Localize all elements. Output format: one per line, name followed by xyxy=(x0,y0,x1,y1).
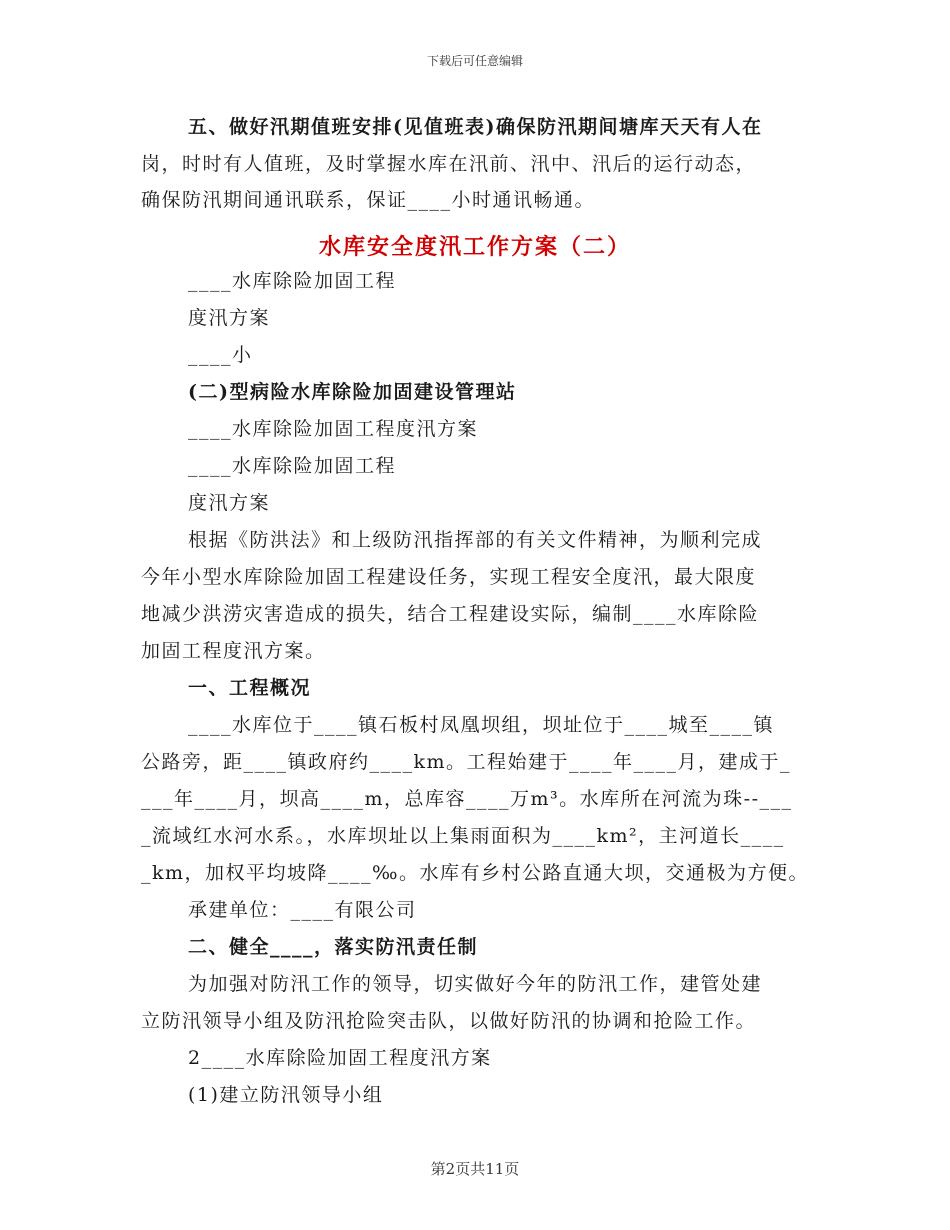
paragraph-line: 岗，时时有人值班，及时掌握水库在汛前、汛中、汛后的运行动态， xyxy=(141,153,757,175)
paragraph-line: _km，加权平均坡降____‰。水库有乡村公路直通大坝，交通极为方便。 xyxy=(141,862,810,884)
page-header: 下载后可任意编辑 xyxy=(426,54,523,68)
section-title: 水库安全度汛工作方案（二） xyxy=(318,234,631,260)
paragraph-line: 度汛方案 xyxy=(188,307,271,329)
paragraph-line: 度汛方案 xyxy=(188,492,271,514)
paragraph-line: 承建单位：____有限公司 xyxy=(188,899,417,921)
paragraph-line: ____水库位于____镇石板村凤凰坝组，坝址位于____城至____镇 xyxy=(188,714,775,736)
page-footer: 第2页共11页 xyxy=(430,1160,520,1178)
paragraph-line: ___年____月，坝高____m，总库容____万m³。水库所在河流为珠--___ xyxy=(141,788,793,810)
paragraph-line: _流域红水河水系。，水库坝址以上集雨面积为____km²，主河道长____ xyxy=(141,825,785,847)
paragraph-line: 确保防汛期间通讯联系，保证____小时通讯畅通。 xyxy=(141,189,596,211)
paragraph-line: ____小 xyxy=(188,344,253,366)
paragraph-line: 立防汛领导小组及防汛抢险突击队，以做好防汛的协调和抢险工作。 xyxy=(141,1010,757,1032)
paragraph-line: ____水库除险加固工程度汛方案 xyxy=(188,418,479,440)
paragraph-line: 地减少洪涝灾害造成的损失，结合工程建设实际，编制____水库除险 xyxy=(141,603,760,625)
paragraph-line: 加固工程度汛方案。 xyxy=(141,640,326,662)
paragraph-line: ____水库除险加固工程 xyxy=(188,270,397,292)
paragraph-line: 为加强对防汛工作的领导，切实做好今年的防汛工作，建管处建 xyxy=(188,973,763,995)
subheading: (二)型病险水库除险加固建设管理站 xyxy=(188,381,517,403)
paragraph-line: 2____水库除险加固工程度汛方案 xyxy=(188,1047,492,1069)
subheading: 一、工程概况 xyxy=(188,677,312,699)
paragraph-line: 根据《防洪法》和上级防汛指挥部的有关文件精神，为顺利完成 xyxy=(188,529,763,551)
paragraph-line: 公路旁，距____镇政府约____km。工程始建于____年____月，建成于_ xyxy=(141,751,792,773)
subheading: 二、健全____，落实防汛责任制 xyxy=(188,936,479,958)
paragraph-line: 五、做好汛期值班安排(见值班表)确保防汛期间塘库天天有人在 xyxy=(188,116,763,138)
paragraph-line: ____水库除险加固工程 xyxy=(188,455,397,477)
paragraph-line: 今年小型水库除险加固工程建设任务，实现工程安全度汛，最大限度 xyxy=(141,566,757,588)
paragraph-line: (1)建立防汛领导小组 xyxy=(188,1084,384,1106)
